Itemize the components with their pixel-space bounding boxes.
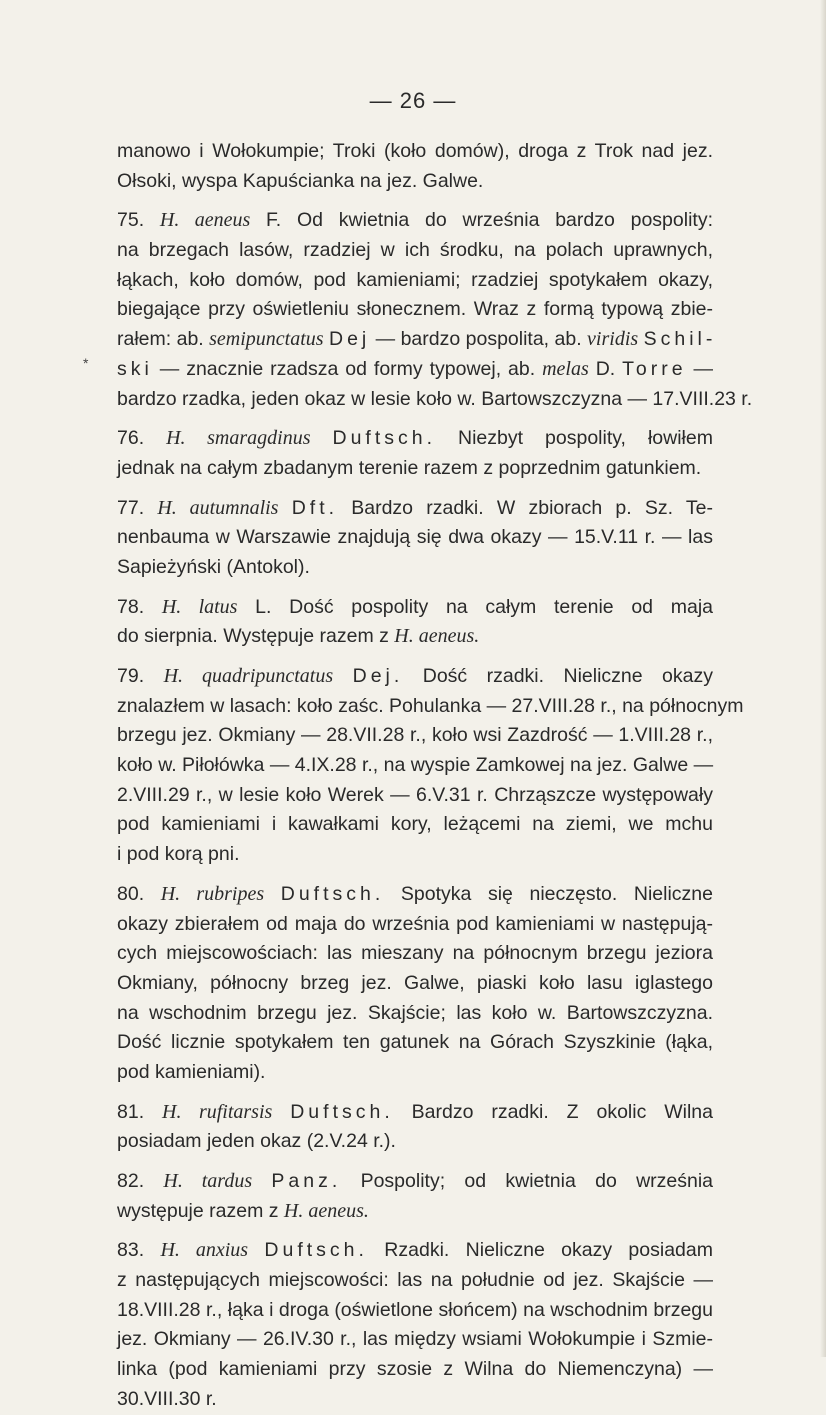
text-run: [248, 1239, 264, 1261]
species-name: H. autumnalis: [157, 496, 279, 519]
text-run: [333, 665, 352, 687]
text-line: [117, 662, 713, 692]
text-line: [117, 1127, 713, 1157]
author-name: Panz.: [271, 1170, 342, 1192]
margin-asterisk: *: [83, 355, 89, 371]
text-run: [252, 1170, 271, 1192]
text-line: [117, 880, 713, 910]
species-name: H. quadripunctatus: [163, 665, 334, 687]
text-line: [117, 999, 713, 1029]
text-run: jez. Okmiany — 26.IV.30 r., las między wsiami Wołokumpie i Szmie-: [117, 1328, 713, 1351]
text-line: [117, 236, 713, 266]
text-run: znalazłem w lasach: koło zaśc. Pohulanka — 27.VIII.28 r., na północnym: [117, 694, 744, 717]
text-line: [117, 454, 713, 484]
text-line: [117, 1028, 713, 1058]
text-run: 77.: [117, 496, 158, 519]
text-line: [117, 692, 744, 722]
text-run: 76.: [117, 427, 167, 450]
text-run: Bardzo rzadki. W zbiorach p. Sz. Te-: [338, 496, 714, 519]
text-line: [117, 1098, 713, 1128]
species-name: H. anxius: [160, 1239, 249, 1262]
text-line: [117, 1197, 713, 1227]
text-run: — bardzo pospolita, ab.: [370, 328, 588, 351]
text-run: brzegu jez. Okmiany — 28.VII.28 r., koło wsi Zazdrość — 1.VIII.28 r.,: [117, 724, 713, 747]
paragraph-gap: [117, 196, 713, 206]
text-line: [117, 1058, 713, 1088]
text-line: [117, 751, 713, 781]
text-run: pod kamieniami).: [117, 1060, 266, 1083]
author-name: Duftsch.: [332, 427, 437, 450]
text-line: [117, 137, 713, 167]
text-line: [117, 295, 713, 325]
text-run: posiadam jeden okaz (2.V.24 r.).: [117, 1130, 396, 1153]
page-number: — 26 —: [369, 88, 457, 113]
text-run: do sierpnia. Występuje razem z: [117, 625, 395, 648]
species-name: semipunctatus: [209, 328, 324, 351]
text-run: 78.: [117, 595, 162, 618]
text-run: —: [686, 357, 713, 380]
author-name: Duftsch.: [264, 1239, 368, 1262]
text-line: [117, 840, 713, 870]
paragraph-gap: [117, 1226, 713, 1236]
text-run: łąkach, koło domów, pod kamieniami; rzadziej spotykałem okazy,: [117, 268, 713, 291]
page-edge-shadow: [820, 0, 826, 1357]
paragraph-gap: [117, 583, 713, 593]
species-name: melas: [542, 357, 589, 380]
paragraph-gap: [117, 1157, 713, 1167]
paragraph-gap: [117, 414, 713, 424]
text-run: Niezbyt pospolity, łowiłem: [436, 427, 713, 450]
text-run: 83.: [117, 1239, 161, 1262]
species-name: H. aeneus.: [283, 1199, 369, 1222]
text-line: [117, 325, 717, 355]
text-run: Spotyka się nieczęsto. Nieliczne: [384, 882, 713, 905]
text-run: z następujących miejscowości: las na południe od jez. Skajście —: [117, 1269, 713, 1292]
text-line: [117, 1385, 713, 1415]
text-run: Dość rzadki. Nieliczne okazy: [403, 665, 713, 687]
author-name: Torre: [622, 357, 687, 380]
text-run: na wschodnim brzegu jez. Skajście; las koło w. Bartowszczyzna.: [117, 1001, 713, 1024]
paragraph-gap: [117, 484, 713, 494]
text-line: [117, 721, 713, 751]
paragraph-gap: [117, 1088, 713, 1098]
text-run: D.: [588, 357, 623, 380]
text-run: [310, 427, 332, 449]
text-run: — znacznie rzadsza od formy typowej, ab.: [152, 357, 543, 380]
text-line: [117, 910, 713, 940]
text-line: [117, 385, 753, 415]
text-run: występuje razem z: [117, 1199, 284, 1222]
author-name: Duftsch.: [290, 1100, 394, 1123]
text-run: biegające przy oświetleniu słonecznem. Wraz z formą typową zbie-: [117, 298, 713, 321]
text-line: [117, 553, 713, 583]
author-name: Dej: [328, 328, 371, 351]
author-name: Dej.: [352, 665, 404, 687]
text-run: linka (pod kamieniami przy szosie z Wilna do Niemenczyna) —: [117, 1358, 713, 1381]
text-line: [117, 1167, 713, 1197]
text-run: Ołsoki, wyspa Kapuścianka na jez. Galwe.: [117, 169, 484, 192]
text-run: Pospolity; od kwietnia do września: [341, 1170, 714, 1192]
text-run: 2.VIII.29 r., w lesie koło Werek — 6.V.31 r. Chrząszcze występowały: [117, 783, 713, 806]
text-run: bardzo rzadka, jeden okaz w lesie koło w. Bartowszczyzna — 17.VIII.23 r.: [117, 387, 753, 410]
text-line: [117, 494, 713, 524]
species-name: viridis: [587, 328, 639, 351]
text-run: 82.: [117, 1170, 164, 1192]
text-run: manowo i Wołokumpie; Troki (koło domów), droga z Trok nad jez.: [117, 140, 713, 162]
text-line: [117, 939, 713, 969]
text-run: 30.VIII.30 r.: [117, 1387, 217, 1410]
text-line: [117, 781, 713, 811]
text-run: Okmiany, północny brzeg jez. Galwe, piaski koło lasu iglastego: [117, 971, 713, 994]
text-run: 18.VIII.28 r., łąka i droga (oświetlone słońcem) na wschodnim brzegu: [117, 1298, 713, 1321]
text-run: rałem: ab.: [117, 328, 210, 351]
text-line: [117, 1325, 713, 1355]
text-run: cych miejscowościach: las mieszany na północnym brzegu jeziora: [117, 942, 713, 965]
text-run: [272, 1101, 290, 1123]
text-run: L. Dość pospolity na całym terenie od maja: [237, 595, 714, 618]
text-run: Bardzo rzadki. Z okolic Wilna: [393, 1100, 713, 1123]
text-run: koło w. Piłołówka — 4.IX.28 r., na wyspie Zamkowej na jez. Galwe —: [117, 754, 714, 777]
author-name: ski: [117, 357, 153, 380]
text-line: [117, 1266, 713, 1296]
text-line: [117, 622, 713, 652]
text-line: [117, 969, 713, 999]
text-line: [117, 593, 713, 623]
text-line: [117, 523, 713, 553]
body-text: [117, 137, 753, 1415]
paragraph-gap: [117, 870, 713, 880]
text-line: [117, 1355, 713, 1385]
species-name: H. rufitarsis: [162, 1100, 273, 1123]
text-run: [278, 497, 291, 519]
text-run: 80.: [117, 882, 161, 905]
author-name: Schil-: [643, 328, 717, 351]
text-run: Sapieżyński (Antokol).: [117, 555, 310, 578]
species-name: H. aeneus: [159, 209, 251, 232]
text-line: [117, 167, 713, 197]
author-name: Dft.: [291, 496, 339, 519]
text-line: [117, 1236, 713, 1266]
species-name: H. aeneus.: [394, 625, 480, 648]
species-name: H. smaragdinus: [166, 427, 311, 450]
species-name: H. rubripes: [160, 882, 265, 905]
species-name: H. tardus: [163, 1170, 253, 1192]
species-name: H. latus: [161, 595, 238, 618]
text-run: 81.: [117, 1100, 163, 1123]
text-run: pod kamieniami i kawałkami kory, leżącemi na ziemi, we mchu: [117, 813, 713, 836]
text-line: [117, 266, 713, 296]
text-run: 79.: [117, 665, 164, 687]
text-line: [117, 810, 713, 840]
text-line: [117, 1296, 713, 1326]
text-run: jednak na całym zbadanym terenie razem z poprzednim gatunkiem.: [117, 456, 702, 479]
text-line: [117, 355, 713, 385]
author-name: Duftsch.: [280, 882, 385, 905]
text-run: na brzegach lasów, rzadziej w ich środku, na polach uprawnych,: [117, 239, 713, 262]
text-run: Rzadki. Nieliczne okazy posiadam: [367, 1239, 713, 1262]
text-line: [117, 424, 713, 454]
text-run: 75.: [117, 209, 160, 232]
text-line: [117, 206, 713, 236]
text-run: nenbauma w Warszawie znajdują się dwa okazy — 15.V.11 r. — las: [117, 526, 713, 549]
text-run: i pod korą pni.: [117, 843, 240, 866]
paragraph-gap: [117, 652, 713, 662]
text-run: Dość licznie spotykałem ten gatunek na Górach Szyszkinie (łąka,: [117, 1031, 713, 1054]
text-run: F. Od kwietnia do września bardzo pospolity:: [250, 209, 713, 232]
text-run: [264, 883, 281, 905]
text-run: okazy zbierałem od maja do września pod kamieniami w następują-: [117, 912, 713, 935]
